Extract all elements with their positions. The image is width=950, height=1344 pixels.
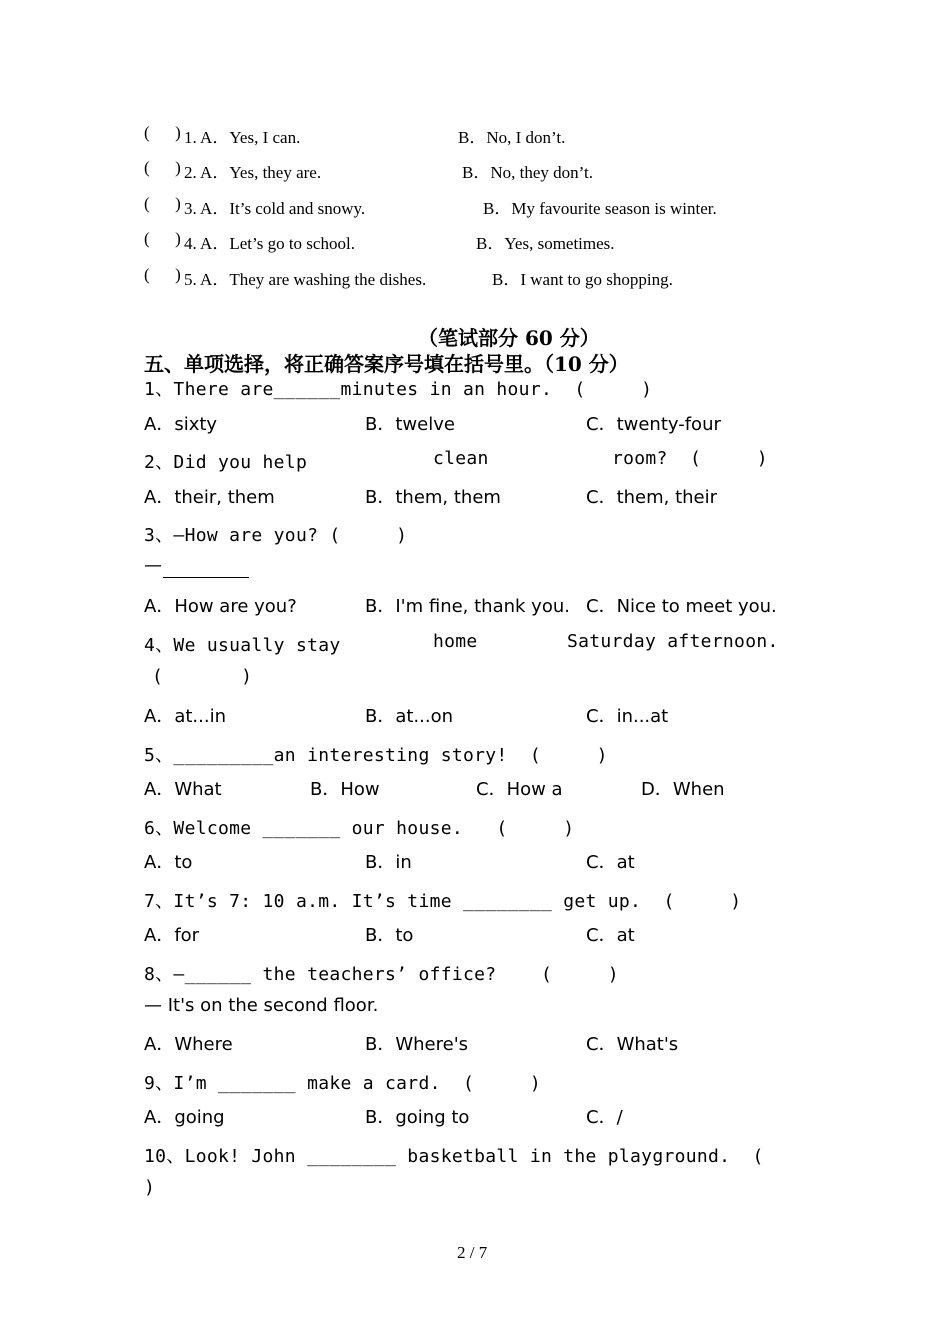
question-4-answer-paren: ( ) bbox=[152, 666, 253, 687]
question-8-option-c: C．What's bbox=[586, 1034, 679, 1055]
question-10-stem: 10、Look! John ________ basketball in the playground. ( bbox=[144, 1146, 764, 1167]
listening-option-b-5: B．I want to go shopping. bbox=[492, 270, 673, 289]
question-2-option-b: B．them, them bbox=[365, 487, 501, 508]
answer-paren: ( ) bbox=[144, 123, 181, 142]
question-5-option-b: B．How bbox=[310, 779, 380, 800]
written-part-header: （笔试部分 60 分） bbox=[418, 326, 600, 350]
question-1-option-c: C．twenty-four bbox=[586, 414, 721, 435]
question-6-option-b: B．in bbox=[365, 852, 412, 873]
question-4-stem-end: Saturday afternoon. bbox=[567, 631, 779, 652]
question-8-option-a: A．Where bbox=[144, 1034, 233, 1055]
question-10-answer-paren: ) bbox=[144, 1177, 156, 1198]
question-6-option-a: A．to bbox=[144, 852, 193, 873]
listening-option-b-4: B．Yes, sometimes. bbox=[476, 234, 615, 253]
question-5-stem: 5、_________an interesting story! ( ) bbox=[144, 745, 608, 766]
question-9-option-b: B．going to bbox=[365, 1107, 470, 1128]
answer-paren: ( ) bbox=[144, 229, 181, 248]
question-6-option-c: C．at bbox=[586, 852, 635, 873]
listening-option-b-1: B．No, I don’t. bbox=[458, 128, 566, 147]
question-1-option-b: B．twelve bbox=[365, 414, 455, 435]
question-4-option-c: C．in...at bbox=[586, 706, 669, 727]
listening-question-2: 2. A．Yes, they are. bbox=[184, 163, 322, 182]
question-4-stem: 4、We usually stay bbox=[144, 635, 341, 656]
question-3-answer-dash: — bbox=[144, 555, 162, 576]
question-7-option-a: A．for bbox=[144, 925, 200, 946]
answer-paren: ( ) bbox=[144, 194, 181, 213]
question-1-stem: 1、There are______minutes in an hour. ( ) bbox=[144, 379, 653, 400]
listening-question-5: 5. A．They are washing the dishes. bbox=[184, 270, 427, 289]
question-8-stem: 8、—______ the teachers’ office? ( ) bbox=[144, 964, 619, 985]
question-2-option-c: C．them, their bbox=[586, 487, 718, 508]
question-2-option-a: A．their, them bbox=[144, 487, 275, 508]
question-8-option-b: B．Where's bbox=[365, 1034, 469, 1055]
question-8-answer-line: — It's on the second floor. bbox=[144, 995, 379, 1016]
question-6-stem: 6、Welcome _______ our house. ( ) bbox=[144, 818, 575, 839]
question-5-option-d: D．When bbox=[641, 779, 725, 800]
question-5-option-a: A．What bbox=[144, 779, 222, 800]
answer-paren: ( ) bbox=[144, 265, 181, 284]
answer-paren: ( ) bbox=[144, 158, 181, 177]
question-7-option-c: C．at bbox=[586, 925, 635, 946]
question-9-option-a: A．going bbox=[144, 1107, 225, 1128]
listening-question-4: 4. A．Let’s go to school. bbox=[184, 234, 355, 253]
question-9-option-c: C．/ bbox=[586, 1107, 623, 1128]
question-9-stem: 9、I’m _______ make a card. ( ) bbox=[144, 1073, 541, 1094]
listening-question-1: 1. A．Yes, I can. bbox=[184, 128, 301, 147]
question-3-option-a: A．How are you? bbox=[144, 596, 297, 617]
question-4-option-a: A．at...in bbox=[144, 706, 226, 727]
question-1-option-a: A．sixty bbox=[144, 414, 218, 435]
question-2-stem-end: room? ( ) bbox=[612, 448, 768, 469]
question-3-option-b: B．I'm fine, thank you. bbox=[365, 596, 570, 617]
listening-question-3: 3. A．It’s cold and snowy. bbox=[184, 199, 366, 218]
question-5-option-c: C．How a bbox=[476, 779, 563, 800]
question-4-stem-middle: home bbox=[433, 631, 478, 652]
question-3-option-c: C．Nice to meet you. bbox=[586, 596, 777, 617]
answer-blank-line bbox=[163, 577, 249, 578]
section-title: 五、单项选择，将正确答案序号填在括号里。（10 分） bbox=[144, 352, 629, 376]
listening-option-b-3: B．My favourite season is winter. bbox=[483, 199, 717, 218]
question-7-option-b: B．to bbox=[365, 925, 414, 946]
question-7-stem: 7、It’s 7: 10 a.m. It’s time ________ get up. ( ) bbox=[144, 891, 742, 912]
listening-option-b-2: B．No, they don’t. bbox=[462, 163, 593, 182]
page-number: 2 / 7 bbox=[457, 1243, 488, 1262]
question-3-stem: 3、—How are you? ( ) bbox=[144, 525, 408, 546]
question-2-stem-middle: clean bbox=[433, 448, 489, 469]
question-2-stem: 2、Did you help bbox=[144, 452, 308, 473]
question-4-option-b: B．at...on bbox=[365, 706, 454, 727]
